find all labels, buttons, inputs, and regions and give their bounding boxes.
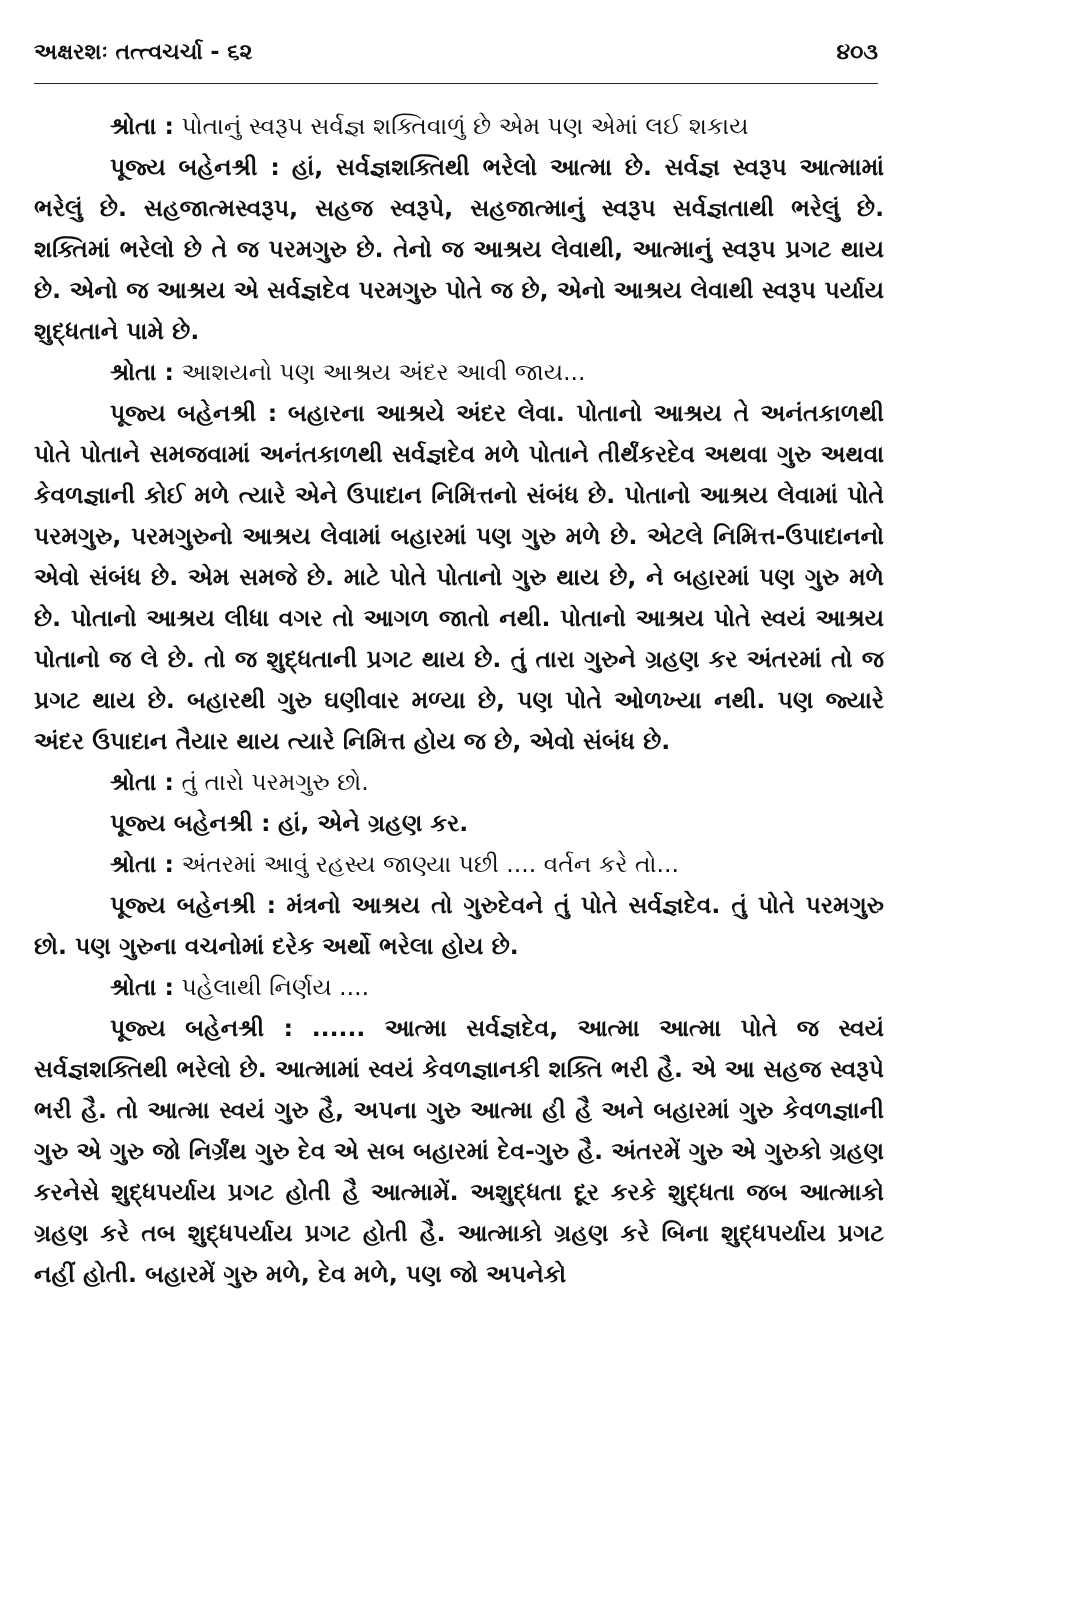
paragraph-text: હાં, સર્વજ્ઞશક્તિથી ભરેલો આત્મા છે. સર્વજ્ઞ સ્વરૂપ આત્મામાં ભરેલું છે. સહજાત્મસ્વરૂપ, સહજ સ્વરૂપે, સહજાત્માનું સ્વરૂપ સર્વજ્ઞતાથી ભરેલું છે. શક્તિમાં ભરેલો છે તે જ પરમગુરુ છે. તેનો જ આશ્રય લેવાથી, આત્માનું સ્વરૂપ પ્રગટ થાય છે. એનો જ આશ્રય એ સર્વજ્ઞદેવ પરમગુરુ પોતે જ છે, એનો આશ્રય લેવાથી સ્વરૂપ પર્યાય શુદ્ધતાને પામે છે. (34, 153, 884, 345)
speaker-label: શ્રોતા : (110, 768, 174, 796)
dialogue-paragraph-bahenshri (34, 885, 884, 967)
dialogue-paragraph-bahenshri (34, 147, 884, 352)
speaker-label: પૂજ્ય બહેનશ્રી : (110, 1014, 293, 1042)
paragraph-text: ...... આત્મા સર્વજ્ઞદેવ, આત્મા આત્મા પોતે જ સ્વયં સર્વજ્ઞશક્તિથી ભરેલો છે. આત્મામાં સ્વયં કેવળજ્ઞાનકી શક્તિ ભરી હૈ. એ આ સહજ સ્વરૂપે ભરી હૈ. તો આત્મા સ્વયં ગુરુ હૈ, અપના ગુરુ આત્મા હી હૈ અને બહારમાં ગુરુ કેવળજ્ઞાની ગુરુ એ ગુરુ જો નિર્ગ્રંથ ગુરુ દેવ એ સબ બહારમાં દેવ-ગુરુ હૈ. અંતરમેં ગુરુ એ ગુરુકો ગ્રહણ કરનેસે શુદ્ધપર્યાય પ્રગટ હોતી હૈ આત્મામેં. અશુદ્ધતા દૂર કરકે શુદ્ધતા જબ આત્માકો ગ્રહણ કરે તબ શુદ્ધપર્યાય પ્રગટ હોતી હૈ. આત્માકો ગ્રહણ કરે બિના શુદ્ધપર્યાય પ્રગટ નહીં હોતી. બહારમેં ગુરુ મળે, દેવ મળે, પણ જો અપનેકો (34, 1014, 884, 1288)
dialogue-paragraph-bahenshri (34, 803, 884, 844)
speaker-label: પૂજ્ય બહેનશ્રી : (110, 891, 277, 919)
speaker-label: પૂજ્ય બહેનશ્રી : (110, 809, 271, 837)
paragraph-text: આશયનો પણ આશ્રય અંદર આવી જાય... (181, 358, 586, 386)
dialogue-paragraph-listener (34, 844, 884, 885)
dialogue-paragraph-listener (34, 762, 884, 803)
page-body (34, 106, 884, 1295)
paragraph-text: પોતાનું સ્વરૂપ સર્વજ્ઞ શક્તિવાળું છે એમ પણ એમાં લઈ શકાય (181, 112, 749, 140)
running-header (34, 40, 878, 65)
dialogue-paragraph-bahenshri (34, 393, 884, 762)
speaker-label: શ્રોતા : (110, 973, 174, 1001)
paragraph-text: હાં, એને ગ્રહણ કર. (277, 809, 469, 837)
speaker-label: શ્રોતા : (110, 112, 174, 140)
header-rule (34, 83, 878, 84)
paragraph-text: મંત્રનો આશ્રય તો ગુરુદેવને તું પોતે સર્વજ્ઞદેવ. તું પોતે પરમગુરુ છો. પણ ગુરુના વચનોમાં દરેક અર્થો ભરેલા હોય છે. (34, 891, 884, 960)
paragraph-text: તું તારો પરમગુરુ છો. (181, 768, 369, 796)
paragraph-text: બહારના આશ્રયે અંદર લેવા. પોતાનો આશ્રય તે અનંતકાળથી પોતે પોતાને સમજવામાં અનંતકાળથી સર્વજ્ઞદેવ મળે પોતાને તીર્થંકરદેવ અથવા ગુરુ અથવા કેવળજ્ઞાની કોઈ મળે ત્યારે એને ઉપાદાન નિમિત્તનો સંબંધ છે. પોતાનો આશ્રય લેવામાં પોતે પરમગુરુ, પરમગુરુનો આશ્રય લેવામાં બહારમાં પણ ગુરુ મળે છે. એટલે નિમિત્ત-ઉપાદાનનો એવો સંબંધ છે. એમ સમજે છે. માટે પોતે પોતાનો ગુરુ થાય છે, ને બહારમાં પણ ગુરુ મળે છે. પોતાનો આશ્રય લીધા વગર તો આગળ જાતો નથી. પોતાનો આશ્રય પોતે સ્વયં આશ્રય પોતાનો જ લે છે. તો જ શુદ્ધતાની પ્રગટ થાય છે. તું તારા ગુરુને ગ્રહણ કર અંતરમાં તો જ પ્રગટ થાય છે. બહારથી ગુરુ ઘણીવાર મળ્યા છે, પણ પોતે ઓળખ્યા નથી. પણ જ્યારે અંદર ઉપાદાન તૈયાર થાય ત્યારે નિમિત્ત હોય જ છે, એવો સંબંધ છે. (34, 399, 884, 755)
running-title: અક્ષરશઃ તત્ત્વચર્ચા - ૬૨ (34, 40, 253, 65)
paragraph-text: પહેલાથી નિર્ણય .... (181, 973, 370, 1001)
dialogue-paragraph-listener (34, 967, 884, 1008)
page-number: ૪૦૩ (836, 40, 878, 65)
speaker-label: શ્રોતા : (110, 850, 174, 878)
speaker-label: પૂજ્ય બહેનશ્રી : (110, 153, 280, 181)
speaker-label: શ્રોતા : (110, 358, 174, 386)
dialogue-paragraph-listener (34, 106, 884, 147)
paragraph-text: અંતરમાં આવું રહસ્ય જાણ્યા પછી .... વર્તન કરે તો... (181, 850, 679, 878)
speaker-label: પૂજ્ય બહેનશ્રી : (110, 399, 278, 427)
dialogue-paragraph-listener (34, 352, 884, 393)
dialogue-paragraph-bahenshri (34, 1008, 884, 1295)
